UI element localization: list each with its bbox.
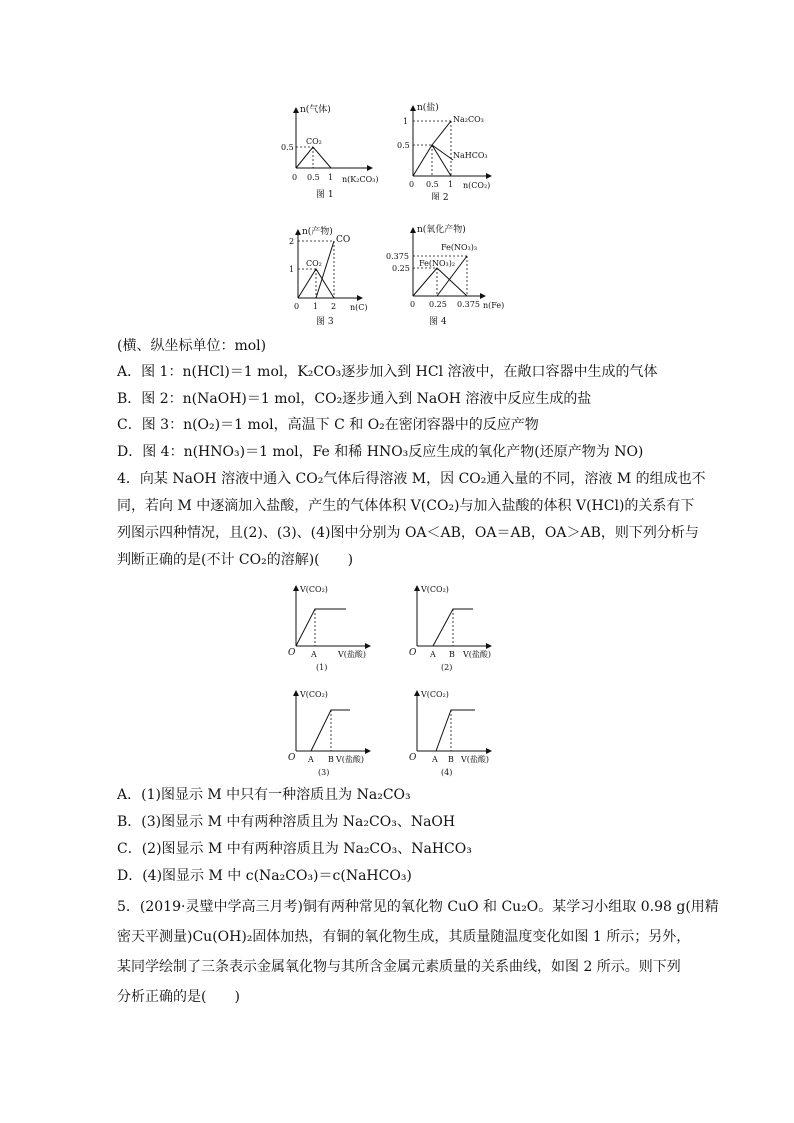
figure-1-graph xyxy=(280,100,390,200)
q4-fig2-point-b: B xyxy=(449,650,455,659)
q5-stem-line-1: 5．(2019·灵璧中学高三月考)铜有两种常见的氧化物 CuO 和 Cu₂O。某学习小组取 0.98 g(用精 xyxy=(117,899,719,915)
q4-stem-line-3: 列图示四种情况，且(2)、(3)、(4)图中分别为 OA＜AB，OA＝AB，OA＞AB，则下列分析与 xyxy=(117,525,699,541)
q3-option-c: C．图 3：n(O₂)＝1 mol，高温下 C 和 O₂在密闭容器中的反应产物 xyxy=(117,417,539,433)
fig4-y-label: n(氧化产物) xyxy=(417,225,466,235)
q4-fig4-point-a: A xyxy=(432,755,438,764)
fig2-caption: 图 2 xyxy=(431,193,449,200)
q5-stem-line-4: 分析正确的是( ) xyxy=(117,989,240,1005)
fig1-y-label: n(气体) xyxy=(300,105,331,115)
fig4-curve-label-1: Fe(NO₃)₃ xyxy=(441,243,478,252)
q5-stem-line-2: 密天平测量)Cu(OH)₂固体加热，有铜的氧化物生成，其质量随温度变化如图 1 所示；另外， xyxy=(117,929,691,945)
q4-figure-2 xyxy=(403,580,513,675)
q4-option-b: B．(3)图显示 M 中有两种溶质且为 Na₂CO₃、NaOH xyxy=(117,814,456,830)
q4-fig2-y-label: V(CO₂) xyxy=(421,585,449,594)
fig2-x-label: n(CO₂) xyxy=(463,181,491,190)
q4-fig2-point-a: A xyxy=(430,650,436,659)
fig2-y-label: n(盐) xyxy=(417,103,439,113)
fig3-x-tick-2: 2 xyxy=(331,302,337,311)
q4-figure-4 xyxy=(403,685,513,780)
q4-fig1-origin: O xyxy=(288,648,296,658)
q4-figure-2-graph xyxy=(403,580,513,675)
fig1-y-tick: 0.5 xyxy=(281,143,294,152)
fig3-curve-label-2: CO xyxy=(336,235,351,245)
fig1-x-tick-2: 1 xyxy=(328,173,334,182)
fig3-y-label: n(产物) xyxy=(302,227,333,237)
q4-fig3-origin: O xyxy=(288,753,296,763)
q4-stem-line-4: 判断正确的是(不计 CO₂的溶解)( ) xyxy=(117,552,354,568)
q3-unit-note: (横、纵坐标单位：mol) xyxy=(117,338,267,354)
fig4-x-tick-0: 0 xyxy=(410,300,416,309)
q4-figure-4-graph xyxy=(403,685,513,780)
fig2-x-tick-2: 1 xyxy=(448,180,454,189)
q3-option-b: B．图 2：n(NaOH)＝1 mol，CO₂逐步通入到 NaOH 溶液中反应生成的盐 xyxy=(117,391,592,407)
q4-option-c: C．(2)图显示 M 中有两种溶质且为 Na₂CO₃、NaHCO₃ xyxy=(117,841,472,857)
q4-fig3-y-label: V(CO₂) xyxy=(300,690,328,699)
q4-fig3-x-label: V(盐酸) xyxy=(336,755,365,764)
q4-fig4-x-label: V(盐酸) xyxy=(461,755,490,764)
figure-3-graph xyxy=(280,220,390,328)
fig3-curve-label-1: CO₂ xyxy=(306,259,322,268)
fig2-x-tick-1: 0.5 xyxy=(426,180,439,189)
q4-figure-1-graph xyxy=(282,580,382,675)
q3-option-a: A．图 1：n(HCl)＝1 mol，K₂CO₃逐步加入到 HCl 溶液中，在敞口容器中生成的气体 xyxy=(117,364,658,380)
fig1-x-tick-1: 0.5 xyxy=(307,173,320,182)
figure-3 xyxy=(280,220,390,328)
q4-fig4-point-b: B xyxy=(448,755,454,764)
q5-stem-line-3: 某同学绘制了三条表示金属氧化物与其所含金属元素质量的关系曲线，如图 2 所示。则下列 xyxy=(117,959,681,975)
fig3-y-tick-1: 2 xyxy=(289,237,295,246)
fig3-x-tick-0: 0 xyxy=(294,302,300,311)
fig2-y-tick-1: 1 xyxy=(403,117,409,126)
fig2-curve-label-1: Na₂CO₃ xyxy=(453,115,484,124)
fig1-curve-label: CO₂ xyxy=(306,137,322,146)
fig4-y-tick-2: 0.25 xyxy=(392,264,410,273)
fig3-caption: 图 3 xyxy=(316,317,334,327)
q4-stem-line-1: 4．向某 NaOH 溶液中通入 CO₂气体后得溶液 M，因 CO₂通入量的不同，溶液 M 的组成也不 xyxy=(117,471,706,487)
q4-fig1-point-a: A xyxy=(311,650,317,659)
fig4-curve-label-2: Fe(NO₃)₂ xyxy=(419,259,456,268)
q4-fig3-point-a: A xyxy=(308,755,314,764)
q4-fig2-caption: (2) xyxy=(441,663,453,672)
fig4-x-tick-1: 0.25 xyxy=(429,300,447,309)
q4-fig1-caption: (1) xyxy=(316,663,328,672)
q4-figure-3-graph xyxy=(282,685,382,780)
q4-fig1-y-label: V(CO₂) xyxy=(300,585,328,594)
fig3-y-tick-2: 1 xyxy=(289,265,295,274)
figure-2-graph xyxy=(395,100,510,200)
q3-option-d: D．图 4：n(HNO₃)＝1 mol，Fe 和稀 HNO₃反应生成的氧化产物(还原产物为 NO) xyxy=(117,444,644,460)
q4-fig2-x-label: V(盐酸) xyxy=(463,650,492,659)
q4-fig2-origin: O xyxy=(409,648,417,658)
q4-fig3-caption: (3) xyxy=(318,768,330,777)
q4-fig4-y-label: V(CO₂) xyxy=(421,690,449,699)
fig3-x-tick-1: 1 xyxy=(313,302,319,311)
q4-fig4-caption: (4) xyxy=(441,768,453,777)
figure-1 xyxy=(280,100,390,200)
q4-fig3-point-b: B xyxy=(328,755,334,764)
fig3-x-label: n(C) xyxy=(350,303,368,312)
fig2-y-tick-2: 0.5 xyxy=(397,141,410,150)
q4-stem-line-2: 同，若向 M 中逐滴加入盐酸，产生的气体体积 V(CO₂)与加入盐酸的体积 V(HCl)的关系有下 xyxy=(117,498,695,514)
q4-fig1-x-label: V(盐酸) xyxy=(338,650,367,659)
figure-2 xyxy=(395,100,510,200)
fig4-caption: 图 4 xyxy=(429,317,447,327)
fig1-x-tick-0: 0 xyxy=(292,173,298,182)
fig4-y-tick-1: 0.375 xyxy=(386,252,409,261)
q4-option-a: A．(1)图显示 M 中只有一种溶质且为 Na₂CO₃ xyxy=(117,787,411,803)
fig2-x-tick-0: 0 xyxy=(409,180,415,189)
fig4-x-label: n(Fe) xyxy=(483,301,505,310)
fig4-x-tick-2: 0.375 xyxy=(457,300,480,309)
figure-4-graph xyxy=(385,220,515,328)
fig2-curve-label-2: NaHCO₃ xyxy=(453,151,488,160)
q4-fig4-origin: O xyxy=(409,753,417,763)
q4-figure-3 xyxy=(282,685,382,780)
fig1-x-label: n(K₂CO₃) xyxy=(342,175,379,184)
figure-4 xyxy=(385,220,515,328)
fig1-caption: 图 1 xyxy=(316,190,334,200)
q4-option-d: D．(4)图显示 M 中 c(Na₂CO₃)＝c(NaHCO₃) xyxy=(117,868,412,884)
q4-figure-1 xyxy=(282,580,382,675)
